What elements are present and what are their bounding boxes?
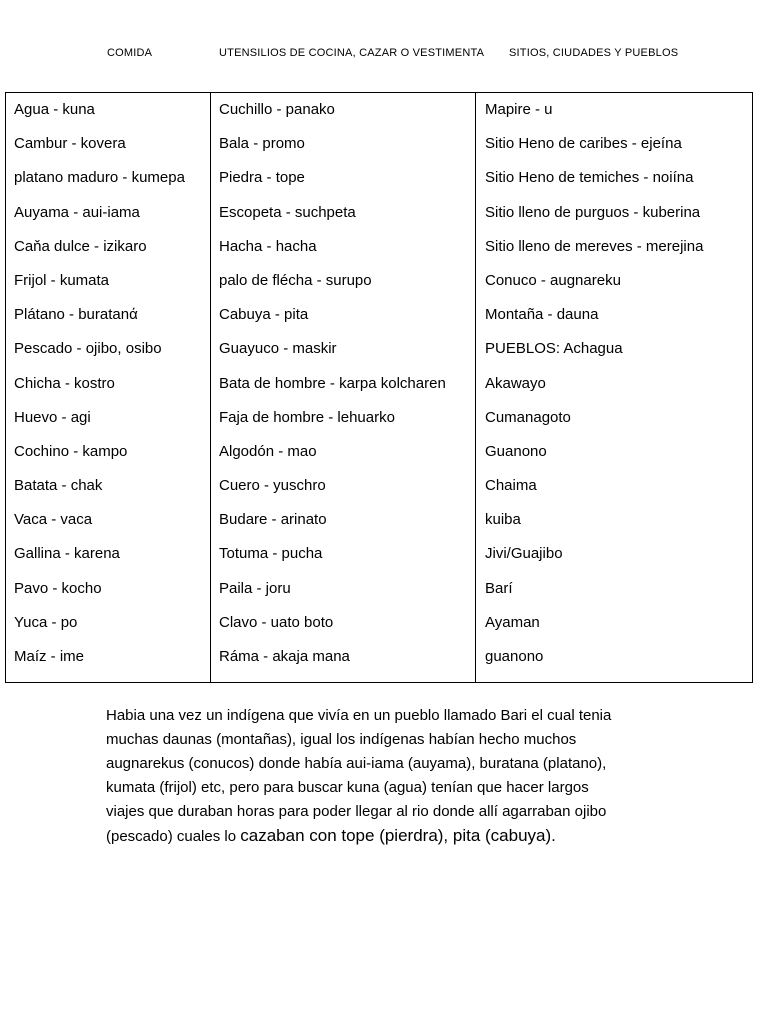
table-cell: Algodón - mao [219,442,317,460]
table-cell: Bata de hombre - karpa kolcharen [219,374,446,392]
table-cell: Caňa dulce - izikaro [14,237,147,255]
story-text-large: cazaban con tope (pierdra), pita (cabuya). [240,826,556,845]
table-cell: Yuca - po [14,613,78,631]
table-cell: Chaima [485,477,537,495]
table-cell: Frijol - kumata [14,271,110,289]
table-cell: Jivi/Guajibo [485,545,563,563]
column-divider [475,93,476,682]
table-cell: Escopeta - suchpeta [219,203,356,221]
table-cell: Clavo - uato boto [219,613,334,631]
table-cell: Conuco - augnareku [485,271,621,289]
table-cell: Cuero - yuschro [219,477,326,495]
column-comida [14,93,206,674]
table-cell: Pavo - kocho [14,579,102,597]
table-cell: Sitio Heno de temiches - noiína [485,169,694,187]
table-cell: Sitio Heno de caribes - ejeína [485,135,682,153]
table-cell: Ráma - akaja mana [219,648,350,665]
story-line: muchas daunas (montañas), igual los indígenas habían hecho muchos [106,731,577,748]
table-cell: guanono [485,648,544,665]
table-cell: Piedra - tope [219,169,305,187]
table-cell: Paila - joru [219,579,291,597]
table-cell: Barí [485,579,513,597]
table-cell: Cabuya - pita [219,306,309,324]
table-cell: Agua - kuna [14,101,95,118]
story-text: (pescado) cuales lo [106,828,241,845]
table-cell: Totuma - pucha [219,545,323,563]
header-utensilios: UTENSILIOS DE COCINA, CAZAR O VESTIMENTA [219,47,485,59]
table-cell: palo de flécha - surupo [219,271,372,289]
table-cell: Guanono [485,442,547,460]
table-cell: Auyama - aui-iama [14,203,140,221]
header-comida: COMIDA [107,47,153,59]
table-cell: Sitio lleno de mereves - merejina [485,237,704,255]
table-cell: Hacha - hacha [219,237,317,255]
story-paragraph [106,704,666,849]
table-cell: Plátano - buratanά [14,306,138,324]
column-divider [210,93,211,682]
table-cell: PUEBLOS: Achagua [485,340,623,358]
table-cell: Batata - chak [14,477,103,495]
table-cell: Vaca - vaca [14,511,93,529]
story-line [106,824,666,849]
table-cell: Cumanagoto [485,408,571,426]
table-cell: platano maduro - kumepa [14,169,185,187]
table-cell: Faja de hombre - lehuarko [219,408,395,426]
table-cell: Mapire - u [485,101,553,118]
story-line: augnarekus (conucos) donde había aui-iama (auyama), buratana (platano), [106,755,607,772]
table-cell: Gallina - karena [14,545,120,563]
table-cell: Sitio lleno de purguos - kuberina [485,203,701,221]
table-cell: Chicha - kostro [14,374,115,392]
table-cell: Akawayo [485,374,546,392]
table-cell: Pescado - ojibo, osibo [14,340,162,358]
story-line: kumata (frijol) etc, pero para buscar kuna (agua) tenían que hacer largos [106,779,589,796]
table-cell: Cochino - kampo [14,442,128,460]
table-cell: Cambur - kovera [14,135,126,153]
story-line: Habia una vez un indígena que vivía en un pueblo llamado Bari el cual tenia [106,707,612,724]
vocabulary-table [5,92,753,683]
table-cell: Huevo - agi [14,408,91,426]
table-cell: Cuchillo - panako [219,101,335,118]
column-sitios [485,93,751,674]
column-utensilios [219,93,473,674]
table-cell: Bala - promo [219,135,305,153]
table-cell: Guayuco - maskir [219,340,337,358]
table-cell: Montaña - dauna [485,306,599,324]
table-cell: Budare - arinato [219,511,327,529]
header-sitios: SITIOS, CIUDADES Y PUEBLOS [509,47,679,59]
table-cell: Maíz - ime [14,648,85,665]
table-cell: Ayaman [485,613,540,631]
story-line: viajes que duraban horas para poder llegar al rio donde allí agarraban ojibo [106,803,607,820]
table-cell: kuiba [485,511,521,529]
